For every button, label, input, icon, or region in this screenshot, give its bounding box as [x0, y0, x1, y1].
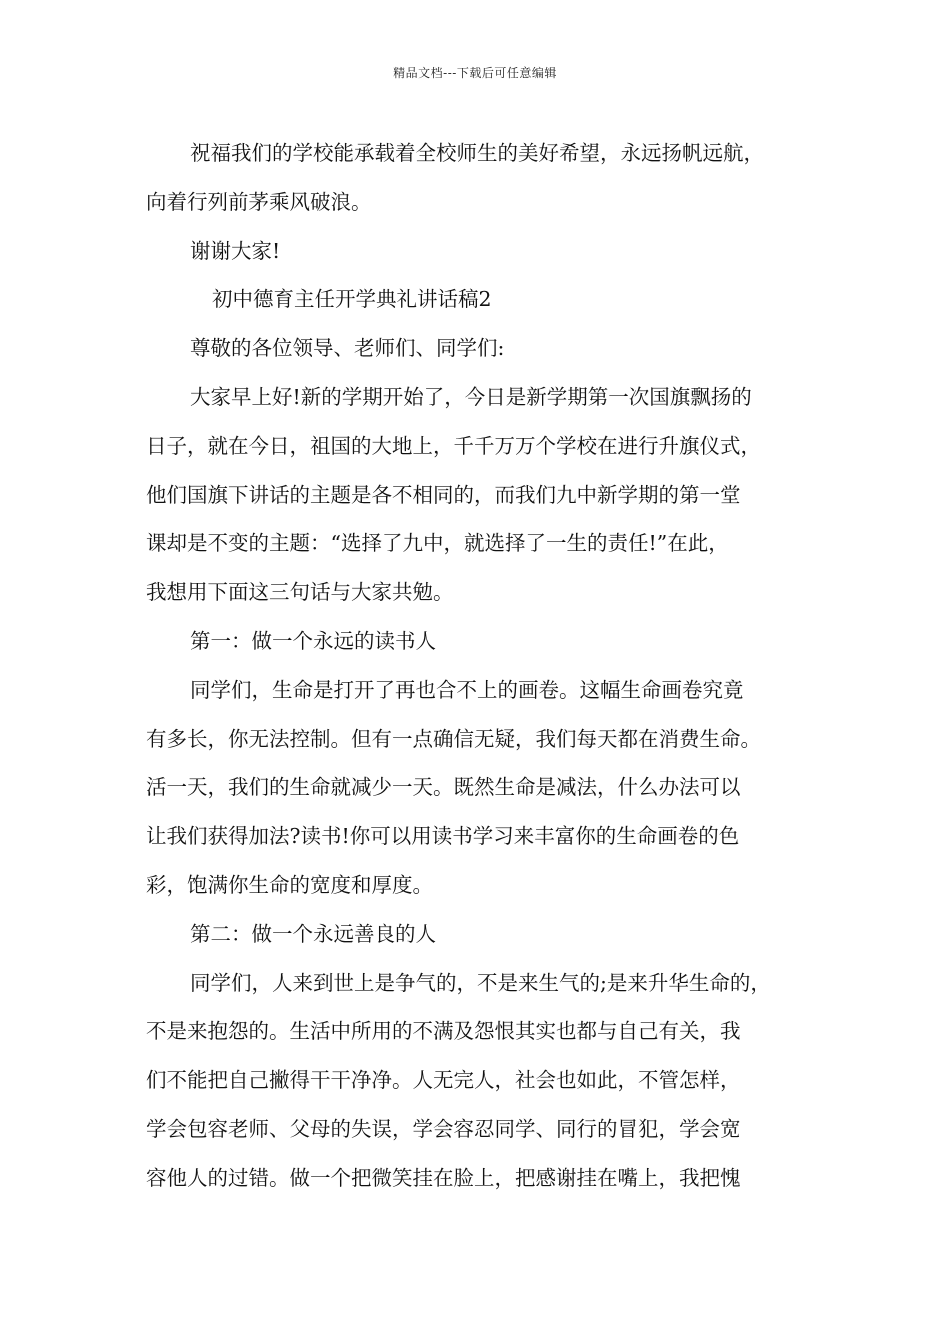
subheading: 第二：做一个永远善良的人	[190, 921, 436, 946]
paragraph-line: 们不能把自己撇得干干净净。人无完人，社会也如此，不管怎样，	[146, 1068, 741, 1093]
paragraph-line: 向着行列前茅乘风破浪。	[146, 189, 372, 214]
paragraph-line: 让我们获得加法?读书!你可以用读书学习来丰富你的生命画卷的色	[146, 824, 740, 849]
section-title: 初中德育主任开学典礼讲话稿2	[212, 287, 492, 312]
paragraph-line: 同学们，生命是打开了再也合不上的画卷。这幅生命画卷究竟	[190, 677, 744, 702]
paragraph-line: 不是来抱怨的。生活中所用的不满及怨恨其实也都与自己有关，我	[146, 1019, 741, 1044]
subheading: 第一：做一个永远的读书人	[190, 628, 436, 653]
paragraph-line: 大家早上好!新的学期开始了，今日是新学期第一次国旗飘扬的	[190, 384, 752, 409]
document-body	[146, 129, 836, 1203]
paragraph-line: 有多长，你无法控制。但有一点确信无疑，我们每天都在消费生命。	[146, 726, 761, 751]
paragraph-line: 容他人的过错。做一个把微笑挂在脸上，把感谢挂在嘴上，我把愧	[146, 1165, 741, 1190]
paragraph-line: 同学们，人来到世上是争气的，不是来生气的;是来升华生命的，	[190, 970, 771, 995]
salutation: 尊敬的各位领导、老师们、同学们:	[190, 336, 505, 361]
page-header: 精品文档---下载后可任意编辑	[393, 66, 557, 80]
paragraph-line: 祝福我们的学校能承载着全校师生的美好希望，永远扬帆远航，	[190, 141, 764, 165]
paragraph-line: 活一天，我们的生命就减少一天。既然生命是减法，什么办法可以	[146, 775, 741, 800]
paragraph-line: 谢谢大家!	[190, 238, 281, 263]
paragraph-line: 我想用下面这三句话与大家共勉。	[146, 580, 454, 605]
paragraph-line: 日子，就在今日，祖国的大地上，千千万万个学校在进行升旗仪式，	[146, 433, 761, 458]
paragraph-line: 彩，饱满你生命的宽度和厚度。	[146, 872, 433, 897]
paragraph-line: 他们国旗下讲话的主题是各不相同的，而我们九中新学期的第一堂	[146, 482, 741, 507]
paragraph-line: 课却是不变的主题：“选择了九中，就选择了一生的责任!”在此，	[146, 531, 729, 556]
paragraph-line: 学会包容老师、父母的失误，学会容忍同学、同行的冒犯，学会宽	[146, 1116, 741, 1141]
